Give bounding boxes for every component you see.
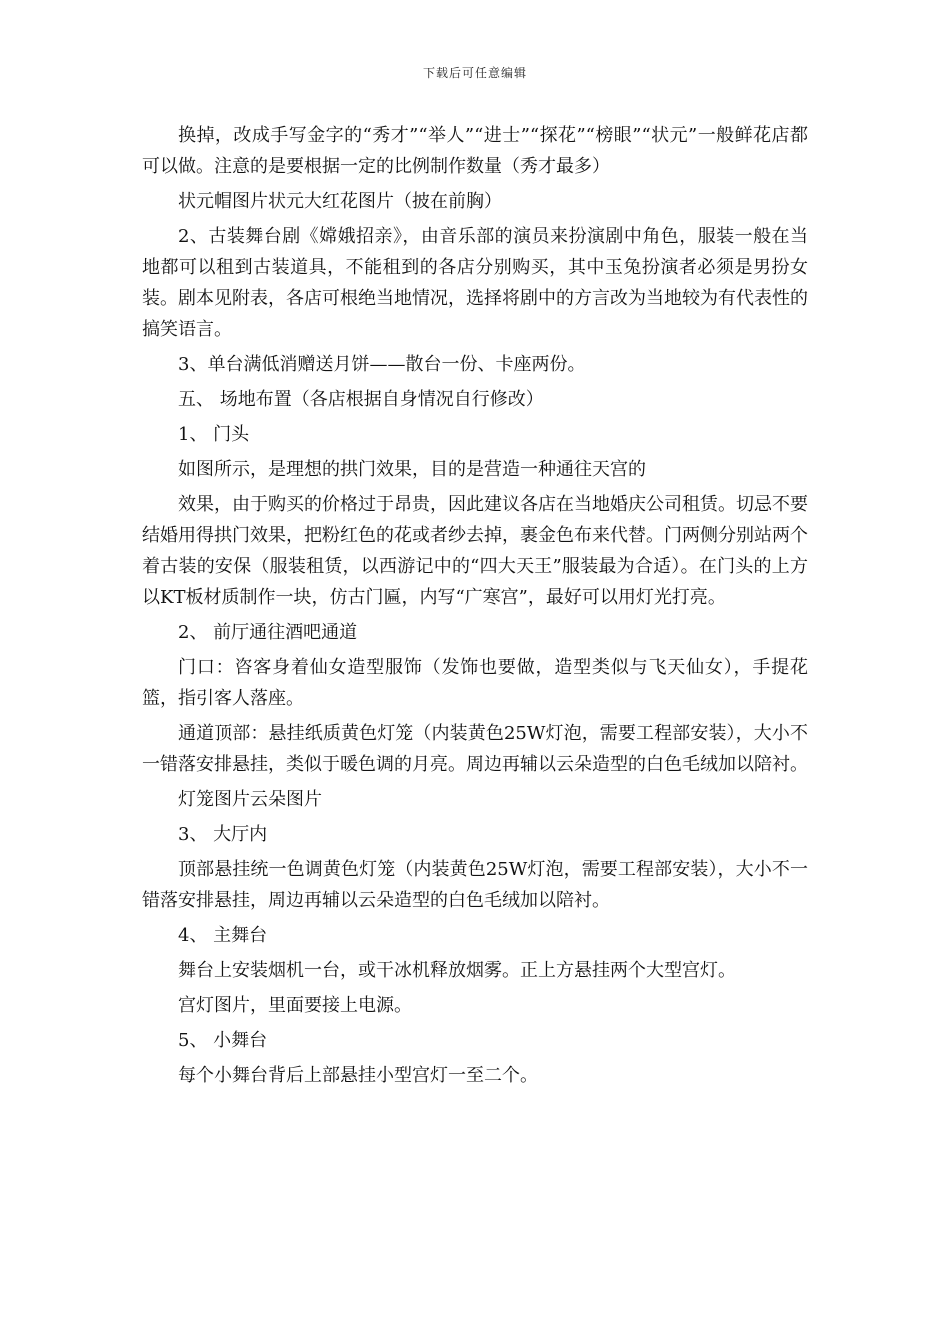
paragraph: 如图所示，是理想的拱门效果，目的是营造一种通往天宫的: [178, 459, 646, 480]
paragraph: 2、古装舞台剧《嫦娥招亲》，由音乐部的演员来扮演剧中角色，服装一般在当地都可以租到古装道具，不能租到的各店分别购买，其中玉兔扮演者必须是男扮女装。剧本见附表，各店可根绝当地情况，选择将剧中的方言改为当地较为有代表性的搞笑语言。: [142, 226, 808, 340]
page-header: 下载后可任意编辑: [422, 66, 527, 80]
paragraph: 舞台上安装烟机一台，或干冰机释放烟雾。正上方悬挂两个大型宫灯。: [178, 960, 736, 981]
paragraph: 通道顶部：悬挂纸质黄色灯笼（内装黄色25W灯泡，需要工程部安装），大小不一错落安排悬挂，类似于暖色调的月亮。周边再辅以云朵造型的白色毛绒加以陪衬。: [142, 723, 808, 775]
paragraph: 门口：咨客身着仙女造型服饰（发饰也要做，造型类似与飞天仙女），手提花篮，指引客人落座。: [142, 657, 808, 709]
paragraph: 3、单台满低消赠送月饼——散台一份、卡座两份。: [178, 354, 586, 375]
paragraph: 状元帽图片状元大红花图片（披在前胸）: [178, 191, 502, 212]
document-body: [142, 120, 808, 1095]
subsection-heading: 1、 门头: [178, 424, 250, 445]
paragraph: 灯笼图片云朵图片: [178, 789, 322, 810]
paragraph: 宫灯图片，里面要接上电源。: [178, 995, 412, 1016]
paragraph: 顶部悬挂统一色调黄色灯笼（内装黄色25W灯泡，需要工程部安装），大小不一错落安排悬挂，周边再辅以云朵造型的白色毛绒加以陪衬。: [142, 859, 808, 911]
paragraph: 效果，由于购买的价格过于昂贵，因此建议各店在当地婚庆公司租赁。切忌不要结婚用得拱门效果，把粉红色的花或者纱去掉，裹金色布来代替。门两侧分别站两个着古装的安保（服装租赁，以西游记中的“四大天王”服装最为合适）。在门头的上方以KT板材质制作一块，仿古门匾，内写“广寒宫”，最好可以用灯光打亮。: [142, 494, 808, 608]
subsection-heading: 3、 大厅内: [178, 824, 268, 845]
subsection-heading: 2、 前厅通往酒吧通道: [178, 622, 358, 643]
subsection-heading: 5、 小舞台: [178, 1030, 268, 1051]
subsection-heading: 4、 主舞台: [178, 925, 268, 946]
paragraph: 换掉，改成手写金字的“秀才”“举人”“进士”“探花”“榜眼”“状元”一般鲜花店都可以做。注意的是要根据一定的比例制作数量（秀才最多）: [142, 125, 808, 177]
section-heading: 五、 场地布置（各店根据自身情况自行修改）: [178, 389, 544, 410]
paragraph: 每个小舞台背后上部悬挂小型宫灯一至二个。: [178, 1065, 538, 1086]
